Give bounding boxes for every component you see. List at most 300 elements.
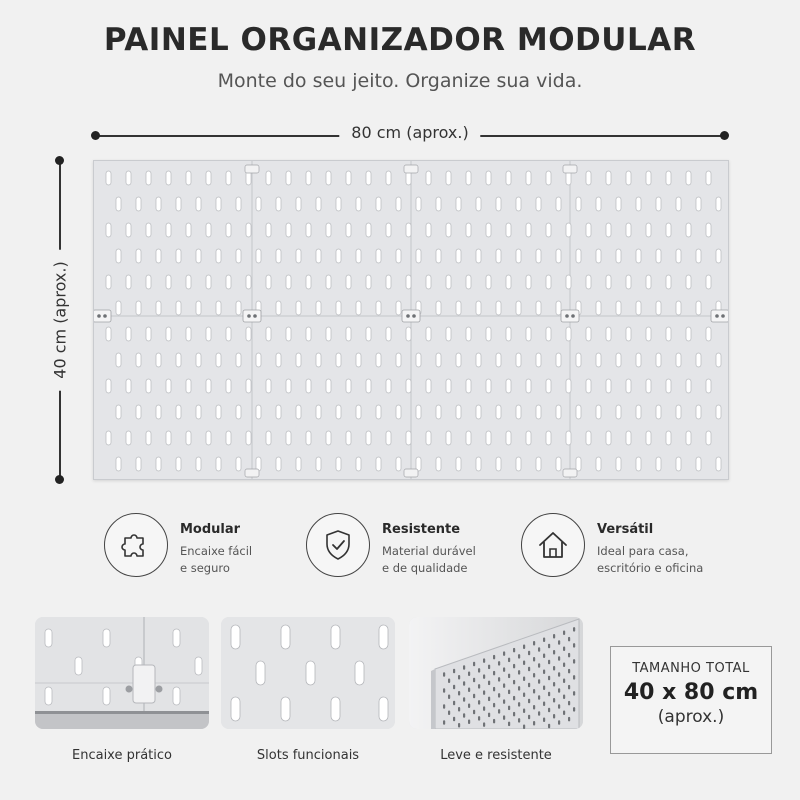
angled-pegboard-slot <box>573 643 575 648</box>
pegboard-slot <box>116 301 121 315</box>
pegboard-slot <box>716 197 721 211</box>
pegboard-slot <box>106 431 111 445</box>
pegboard-slot <box>166 379 171 393</box>
angled-pegboard-slot <box>478 716 480 721</box>
pegboard-slot <box>556 457 561 471</box>
pegboard-slot <box>236 405 241 419</box>
pegboard-slot <box>326 327 331 341</box>
angled-pegboard-slot <box>543 638 545 643</box>
pegboard-slot <box>216 353 221 367</box>
pegboard-slot <box>426 327 431 341</box>
pegboard-slot <box>446 171 451 185</box>
pegboard-slot <box>626 275 631 289</box>
angled-pegboard-slot <box>453 717 455 722</box>
pegboard-slot <box>216 249 221 263</box>
page-subtitle: Monte do seu jeito. Organize sua vida. <box>217 70 583 92</box>
pegboard-slot <box>656 457 661 471</box>
angled-pegboard-slot <box>538 663 540 668</box>
angled-pegboard-slot <box>563 695 565 700</box>
pegboard-slot <box>266 171 271 185</box>
pegboard-slot <box>576 249 581 263</box>
pegboard-slot <box>636 405 641 419</box>
angled-pegboard-slot <box>568 669 570 674</box>
pegboard-slot <box>386 275 391 289</box>
pegboard-slot <box>516 353 521 367</box>
pegboard-slot <box>206 171 211 185</box>
connector-clip <box>245 165 259 173</box>
pegboard-slot <box>216 197 221 211</box>
pegboard-slot <box>506 431 511 445</box>
connector-screw <box>571 314 575 318</box>
pegboard-slot <box>196 457 201 471</box>
angled-pegboard-slot <box>558 672 560 677</box>
pegboard-slot <box>676 405 681 419</box>
width-dimension-end-dot <box>720 131 729 140</box>
pegboard-slot <box>356 301 361 315</box>
pegboard-slot <box>466 431 471 445</box>
angled-pegboard-slot <box>573 707 575 712</box>
angled-pegboard-slot <box>458 707 460 712</box>
angled-pegboard-slot <box>528 651 530 656</box>
pegboard-slot <box>416 197 421 211</box>
pegboard-slot <box>626 223 631 237</box>
pegboard-slot <box>636 353 641 367</box>
total-size-value: 40 x 80 cm <box>623 680 759 705</box>
pegboard-slot <box>116 249 121 263</box>
pegboard-slot <box>396 197 401 211</box>
angled-pegboard-slot <box>538 711 540 716</box>
pegboard-slot <box>606 431 611 445</box>
pegboard-slot <box>636 197 641 211</box>
pegboard-slot <box>706 275 711 289</box>
pegboard-slot <box>536 405 541 419</box>
feature-description-line: e seguro <box>180 561 230 575</box>
pegboard-slot <box>456 197 461 211</box>
pegboard-slot <box>696 249 701 263</box>
angled-pegboard-slot <box>548 724 550 729</box>
angled-pegboard-slot <box>533 689 535 694</box>
pegboard-slot <box>126 379 131 393</box>
pegboard-slot <box>566 431 571 445</box>
pegboard-slot <box>166 171 171 185</box>
pegboard-slot <box>346 431 351 445</box>
pegboard-slot <box>496 197 501 211</box>
pegboard-slot <box>216 405 221 419</box>
angled-pegboard-slot <box>533 657 535 662</box>
pegboard-slot <box>656 249 661 263</box>
pegboard-slot <box>376 197 381 211</box>
pegboard-slot <box>336 405 341 419</box>
pegboard-slot <box>696 353 701 367</box>
pegboard-slot <box>476 301 481 315</box>
pegboard-slot <box>166 223 171 237</box>
feature-description-line: escritório e oficina <box>597 561 704 575</box>
angled-pegboard-slot <box>503 683 505 688</box>
angled-pegboard-slot <box>463 665 465 670</box>
pegboard-slot <box>366 327 371 341</box>
pegboard-slot <box>676 353 681 367</box>
pegboard-slot <box>596 301 601 315</box>
pegboard-slot <box>686 327 691 341</box>
pegboard-slot <box>646 223 651 237</box>
pegboard-slot <box>526 379 531 393</box>
pegboard-slot <box>316 353 321 367</box>
pegboard-slot <box>546 223 551 237</box>
pegboard-slot <box>426 223 431 237</box>
angled-pegboard-slot <box>493 655 495 660</box>
shield-check-icon <box>306 513 370 577</box>
angled-pegboard-slot <box>463 713 465 718</box>
pegboard-slot <box>306 223 311 237</box>
pegboard-slot <box>646 327 651 341</box>
pegboard-slot <box>656 197 661 211</box>
pegboard-slot <box>466 171 471 185</box>
pegboard-slot <box>706 171 711 185</box>
pegboard-slot <box>186 431 191 445</box>
angled-pegboard-slot <box>458 675 460 680</box>
angled-pegboard-slot <box>518 702 520 707</box>
pegboard-slot <box>606 327 611 341</box>
pegboard-slot <box>236 353 241 367</box>
pegboard-slot <box>456 301 461 315</box>
angled-pegboard-slot <box>468 672 470 677</box>
angled-pegboard-slot <box>503 651 505 656</box>
pegboard-slot <box>436 405 441 419</box>
pegboard-slot <box>536 353 541 367</box>
pegboard-slot <box>596 249 601 263</box>
pegboard-slot <box>136 405 141 419</box>
pegboard-slot <box>486 171 491 185</box>
thumbnail-leve-resistente <box>409 617 583 729</box>
pegboard-slot <box>666 223 671 237</box>
pegboard-slot <box>346 379 351 393</box>
pegboard-slot <box>386 327 391 341</box>
angled-pegboard-slot <box>528 667 530 672</box>
pegboard-slot <box>316 301 321 315</box>
angled-pegboard-slot <box>533 721 535 726</box>
pegboard-slot <box>476 457 481 471</box>
angled-pegboard-slot <box>483 674 485 679</box>
pegboard-slot <box>656 353 661 367</box>
pegboard-slot <box>106 327 111 341</box>
pegboard-slot <box>296 457 301 471</box>
pegboard-slot <box>566 275 571 289</box>
pegboard-slot <box>186 327 191 341</box>
pegboard-slot <box>416 353 421 367</box>
pegboard-slot <box>526 171 531 185</box>
pegboard-slot <box>676 249 681 263</box>
angled-pegboard-slot <box>513 712 515 717</box>
pegboard-slot <box>466 379 471 393</box>
pegboard-slot <box>426 379 431 393</box>
angled-pegboard-slot <box>543 718 545 723</box>
pegboard-slot <box>136 353 141 367</box>
pegboard-slot <box>296 353 301 367</box>
pegboard-slot <box>686 431 691 445</box>
pegboard-slot <box>566 379 571 393</box>
feature-title: Modular <box>180 522 241 537</box>
pegboard-slot <box>606 275 611 289</box>
pegboard-slot <box>376 457 381 471</box>
pegboard-slot <box>526 223 531 237</box>
angled-pegboard-slot <box>518 686 520 691</box>
pegboard-slot <box>506 223 511 237</box>
angled-pegboard-slot <box>558 704 560 709</box>
pegboard-slot <box>386 171 391 185</box>
pegboard-slot <box>376 249 381 263</box>
pegboard-slot <box>466 327 471 341</box>
pegboard-slot <box>106 275 111 289</box>
angled-pegboard-slot <box>528 715 530 720</box>
pegboard-slot <box>626 431 631 445</box>
angled-pegboard-slot <box>458 723 460 728</box>
pegboard-slot <box>406 431 411 445</box>
angled-pegboard-slot <box>558 720 560 725</box>
connector-screw <box>97 314 101 318</box>
pegboard-slot <box>406 275 411 289</box>
pegboard-slot <box>486 275 491 289</box>
pegboard-slot <box>196 249 201 263</box>
pegboard-slot <box>716 353 721 367</box>
pegboard-slot <box>306 379 311 393</box>
angled-pegboard-slot <box>448 678 450 683</box>
pegboard-slot <box>396 249 401 263</box>
angled-pegboard-slot <box>488 681 490 686</box>
width-dimension-label: 80 cm (aprox.) <box>339 123 480 142</box>
pegboard-slot <box>686 275 691 289</box>
angled-pegboard-slot <box>443 672 445 677</box>
pegboard-slot <box>466 275 471 289</box>
pegboard-slot <box>206 275 211 289</box>
angled-pegboard-slot <box>513 680 515 685</box>
pegboard-slot <box>426 171 431 185</box>
angled-pegboard-slot <box>538 695 540 700</box>
angled-pegboard-slot <box>543 654 545 659</box>
angled-pegboard-slot <box>553 698 555 703</box>
angled-pegboard-slot <box>523 660 525 665</box>
pegboard-slot <box>296 197 301 211</box>
pegboard-slot <box>516 301 521 315</box>
angled-pegboard-slot <box>553 634 555 639</box>
pegboard-slot <box>596 457 601 471</box>
pegboard-slot <box>436 457 441 471</box>
pegboard-slot <box>296 249 301 263</box>
angled-pegboard-slot <box>508 658 510 663</box>
pegboard-slot <box>196 197 201 211</box>
pegboard-slot <box>356 249 361 263</box>
angled-pegboard-slot <box>518 654 520 659</box>
pegboard-slot <box>446 431 451 445</box>
angled-pegboard-slot <box>553 666 555 671</box>
angled-pegboard-slot <box>483 690 485 695</box>
pegboard-slot <box>656 301 661 315</box>
pegboard-slot <box>446 379 451 393</box>
pegboard-slot <box>106 171 111 185</box>
angled-pegboard-slot <box>443 704 445 709</box>
angled-pegboard-slot <box>573 659 575 664</box>
pegboard-slot <box>446 327 451 341</box>
pegboard-slot <box>186 171 191 185</box>
pegboard-slot <box>546 431 551 445</box>
pegboard-slot <box>226 327 231 341</box>
pegboard-slot <box>206 431 211 445</box>
pegboard-slot <box>126 275 131 289</box>
pegboard-slot <box>326 431 331 445</box>
thumbnail-slots-funcionais <box>221 617 395 729</box>
pegboard-slot <box>666 431 671 445</box>
pegboard-slot <box>646 431 651 445</box>
pegboard-slot <box>206 223 211 237</box>
angled-pegboard-slot <box>548 644 550 649</box>
pegboard-slot <box>616 301 621 315</box>
pegboard-slot <box>706 223 711 237</box>
pegboard-slot <box>616 249 621 263</box>
pegboard-slot <box>676 197 681 211</box>
thumbnail-encaixe-pratico <box>35 617 209 729</box>
pegboard-slot <box>526 275 531 289</box>
pegboard-slot <box>646 171 651 185</box>
angled-pegboard-slot <box>503 667 505 672</box>
pegboard-slot <box>696 301 701 315</box>
pegboard-slot <box>586 327 591 341</box>
pegboard-slot <box>636 249 641 263</box>
pegboard-slot <box>436 353 441 367</box>
angled-pegboard-slot <box>568 637 570 642</box>
pegboard-slot <box>576 405 581 419</box>
connector-clip <box>245 469 259 477</box>
angled-pegboard-slot <box>478 700 480 705</box>
pegboard-slot <box>146 327 151 341</box>
pegboard-slot <box>116 405 121 419</box>
pegboard-slot <box>686 171 691 185</box>
pegboard-slot <box>146 431 151 445</box>
angled-pegboard-slot <box>498 693 500 698</box>
angled-pegboard-slot <box>568 685 570 690</box>
feature-description-line: Encaixe fácil <box>180 544 253 558</box>
pegboard-slot <box>456 457 461 471</box>
pegboard-slot <box>696 457 701 471</box>
pegboard-slot <box>146 275 151 289</box>
pegboard-slot <box>106 379 111 393</box>
pegboard-slot <box>516 457 521 471</box>
angled-pegboard-slot <box>508 706 510 711</box>
feature-description-line: Ideal para casa, <box>597 544 689 558</box>
angled-pegboard-slot <box>483 722 485 727</box>
pegboard-slot <box>356 457 361 471</box>
pegboard-slot <box>416 405 421 419</box>
pegboard-slot <box>666 171 671 185</box>
pegboard-slot <box>496 249 501 263</box>
pegboard-slot <box>666 327 671 341</box>
angled-pegboard-slot <box>458 691 460 696</box>
angled-pegboard-slot <box>453 685 455 690</box>
angled-pegboard-slot <box>553 682 555 687</box>
angled-pegboard-slot <box>443 720 445 725</box>
feature-title: Resistente <box>382 522 461 537</box>
angled-pegboard-slot <box>513 696 515 701</box>
pegboard-slot <box>586 431 591 445</box>
pegboard-slot <box>406 327 411 341</box>
pegboard-slot <box>186 379 191 393</box>
pegboard-slot <box>266 223 271 237</box>
pegboard-slot <box>316 249 321 263</box>
thumbnail-caption: Leve e resistente <box>440 748 552 763</box>
angled-pegboard-slot <box>548 708 550 713</box>
pegboard-slot <box>336 249 341 263</box>
pegboard-slot <box>286 379 291 393</box>
pegboard-slot <box>346 275 351 289</box>
pegboard-slot <box>246 327 251 341</box>
pegboard-slot <box>156 457 161 471</box>
angled-pegboard-slot <box>518 670 520 675</box>
connector-screw <box>565 314 569 318</box>
pegboard-slot <box>616 353 621 367</box>
pegboard-slot <box>386 379 391 393</box>
height-dimension-end-dot <box>55 475 64 484</box>
pegboard-slot <box>236 301 241 315</box>
pegboard-slot <box>246 223 251 237</box>
pegboard-slot <box>136 301 141 315</box>
pegboard-slot <box>606 171 611 185</box>
angled-pegboard-slot <box>568 701 570 706</box>
pegboard-slot <box>446 275 451 289</box>
pegboard-slot <box>306 327 311 341</box>
connector-clip <box>561 310 579 322</box>
angled-pegboard-slot <box>508 690 510 695</box>
connector-clip <box>402 310 420 322</box>
angled-pegboard-slot <box>538 647 540 652</box>
pegboard-slot <box>506 379 511 393</box>
thumbnail-caption: Slots funcionais <box>256 748 360 763</box>
angled-pegboard-slot <box>473 710 475 715</box>
house-icon <box>521 513 585 577</box>
pegboard-slot <box>516 197 521 211</box>
angled-pegboard-slot <box>513 664 515 669</box>
pegboard-slot <box>226 223 231 237</box>
feature-description <box>597 543 703 577</box>
pegboard-slot <box>346 223 351 237</box>
pegboard-slot <box>676 301 681 315</box>
pegboard-slot <box>356 353 361 367</box>
pegboard-slot <box>246 379 251 393</box>
angled-pegboard-slot <box>563 631 565 636</box>
pegboard-slot <box>326 223 331 237</box>
pegboard-slot <box>576 197 581 211</box>
pegboard-slot <box>496 405 501 419</box>
pegboard-slot <box>716 457 721 471</box>
puzzle-icon <box>104 513 168 577</box>
pegboard-slot <box>556 353 561 367</box>
angled-pegboard-slot <box>523 724 525 729</box>
connector-screw <box>721 314 725 318</box>
angled-pegboard-slot <box>573 627 575 632</box>
angled-pegboard-slot <box>448 694 450 699</box>
pegboard-slot <box>546 379 551 393</box>
total-size-note: (aprox.) <box>657 707 725 727</box>
pegboard-slot <box>126 171 131 185</box>
angled-pegboard-slot <box>553 714 555 719</box>
pegboard-slot <box>546 171 551 185</box>
pegboard-slot <box>166 275 171 289</box>
pegboard-slot <box>696 405 701 419</box>
pegboard-slot <box>316 197 321 211</box>
pegboard-slot <box>616 457 621 471</box>
connector-screw <box>715 314 719 318</box>
pegboard-slot <box>486 327 491 341</box>
pegboard-slot <box>306 431 311 445</box>
pegboard-slot <box>176 457 181 471</box>
angled-pegboard-slot <box>563 679 565 684</box>
